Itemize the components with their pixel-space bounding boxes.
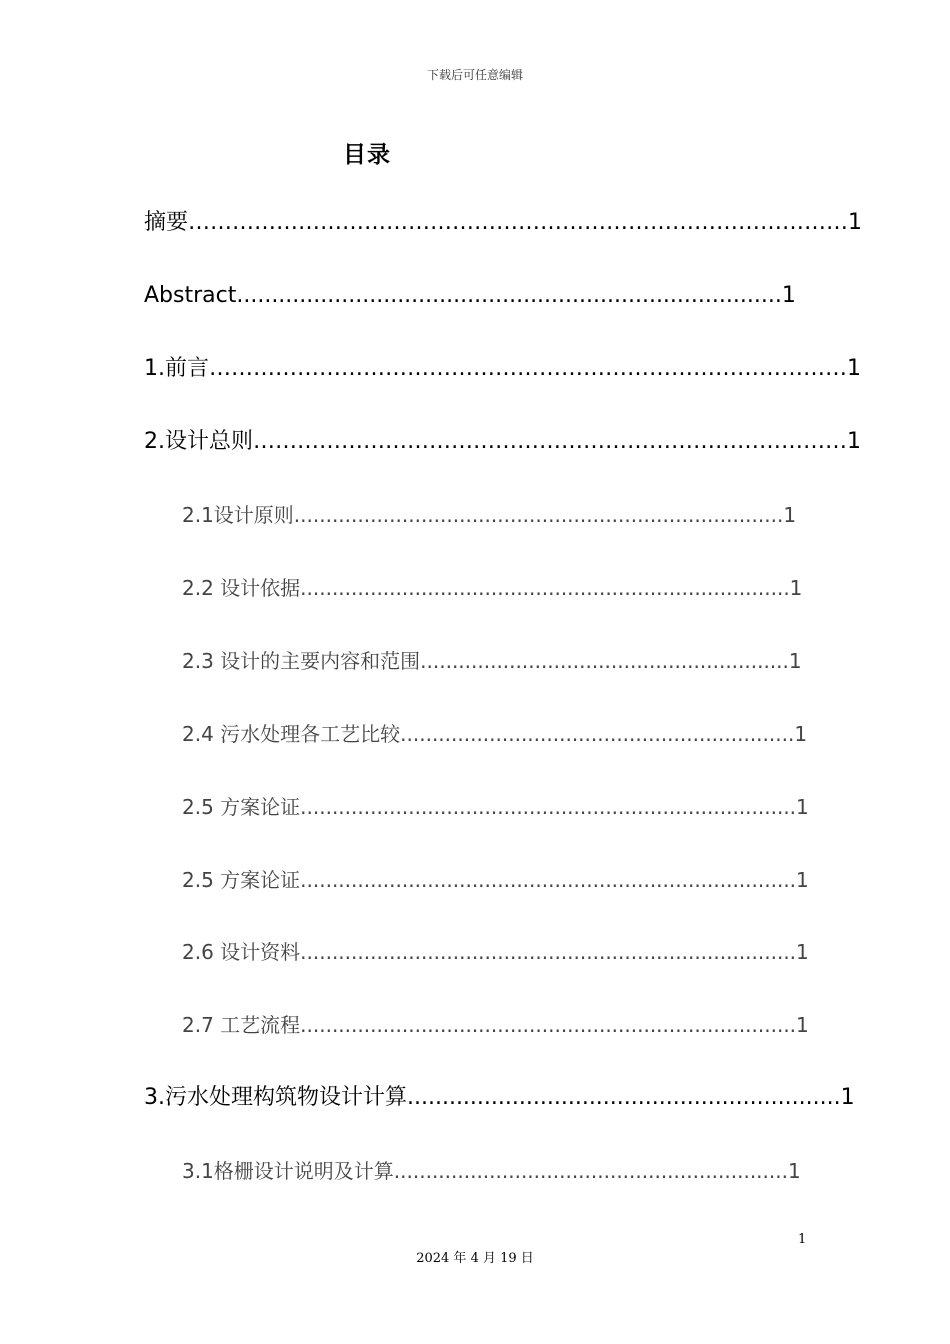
page-header-note: 下载后可任意编辑 (426, 68, 523, 82)
page-number: 1 (798, 1232, 807, 1247)
footer-date: 2024 年 4 月 19 日 (416, 1251, 534, 1266)
toc-entry-2-1[interactable]: 2.1设计原则.............................................................................1 (182, 503, 797, 527)
toc-entry-2-5[interactable]: 2.5 方案论证..............................................................................1 (182, 795, 809, 819)
toc-entry-abstract-en[interactable]: Abstract..............................................................................1 (144, 283, 796, 308)
toc-entry-2-4[interactable]: 2.4 污水处理各工艺比较..............................................................1 (182, 722, 808, 746)
toc-entry-2-2[interactable]: 2.2 设计依据.............................................................................1 (182, 576, 803, 600)
toc-entry-2-3[interactable]: 2.3 设计的主要内容和范围..........................................................1 (182, 649, 802, 673)
toc-entry-2-6[interactable]: 2.6 设计资料..............................................................................1 (182, 940, 809, 964)
toc-entry-preface[interactable]: 1.前言……………………………………………………………………………1 (144, 356, 861, 381)
toc-entry-3-1[interactable]: 3.1格栅设计说明及计算..............................................................1 (182, 1159, 801, 1183)
toc-entry-2-7[interactable]: 2.7 工艺流程..............................................................................1 (182, 1013, 809, 1037)
toc-entry-2-5-dup[interactable]: 2.5 方案论证..............................................................................1 (182, 868, 809, 892)
toc-title: 目录 (343, 142, 391, 168)
toc-entry-design-principles[interactable]: 2.设计总则………………………………………………………………………1 (144, 429, 861, 454)
toc-entry-chapter-3[interactable]: 3.污水处理构筑物设计计算..............................................................1 (144, 1085, 855, 1110)
toc-entry-abstract-cn[interactable]: 摘要………………………………………………………………………………1 (144, 210, 862, 235)
